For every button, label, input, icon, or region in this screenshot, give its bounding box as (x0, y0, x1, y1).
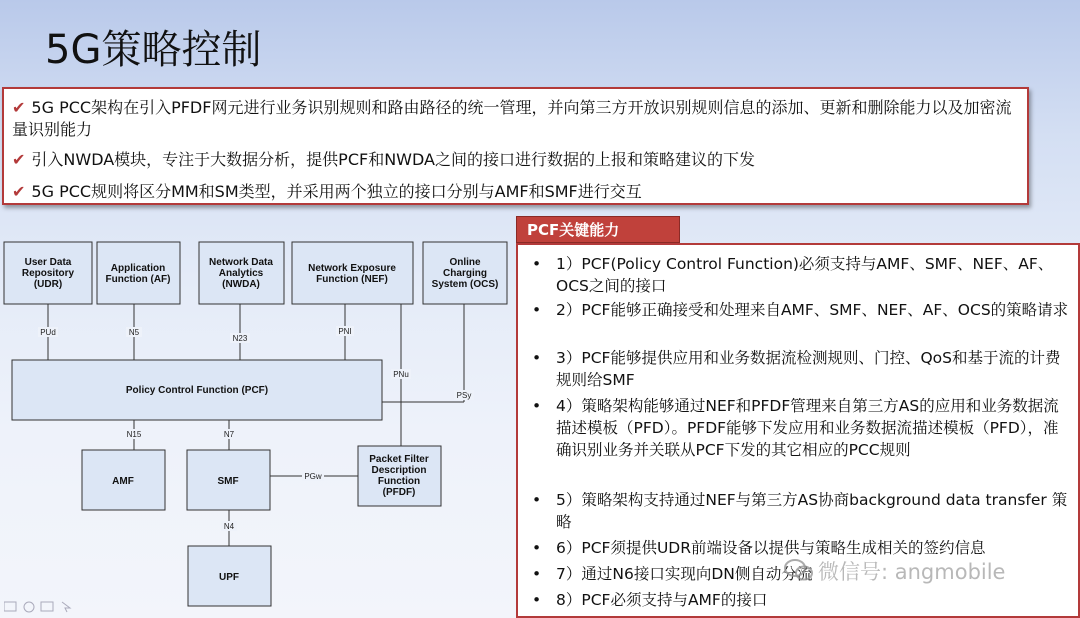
capabilities-tab: PCF关键能力 (516, 216, 680, 243)
slide-nav-icons[interactable] (4, 600, 84, 614)
list-item (532, 347, 1072, 391)
node-label: (UDR) (33, 279, 63, 290)
wechat-icon (784, 558, 814, 582)
interface-label: N5 (128, 328, 140, 337)
bullet-dot: • (532, 539, 542, 557)
list-item-text: 4）策略架构能够通过NEF和PFDF管理来自第三方AS的应用和业务数据流描述模板（PFD）。PFDF能够下发应用和业务数据流描述模板（PFD），准确识别业务并关联从PCF下发的其它相应的PCC规则 (556, 397, 1059, 459)
node-label: Repository (21, 268, 75, 279)
node-label: (NWDA) (222, 279, 260, 290)
bullet-dot: • (532, 591, 542, 609)
node-label: Function (377, 476, 421, 487)
node-label: Function (NEF) (316, 274, 388, 285)
node-label: Online (449, 257, 481, 268)
node-label: Analytics (218, 268, 264, 279)
summary-bullet-text: 引入NWDA模块，专注于大数据分析，提供PCF和NWDA之间的接口进行数据的上报和策略建议的下发 (31, 150, 755, 169)
node-label: Description (371, 465, 427, 476)
list-item (532, 253, 1072, 297)
bullet-dot: • (532, 565, 542, 583)
interface-label: N7 (223, 430, 235, 439)
summary-bullet-text: 5G PCC架构在引入PFDF网元进行业务识别规则和路由路径的统一管理，并向第三方开放识别规则信息的添加、更新和删除能力以及加密流量识别能力 (12, 98, 1012, 139)
list-item-text: 2）PCF能够正确接受和处理来自AMF、SMF、NEF、AF、OCS的策略请求 (556, 301, 1069, 319)
list-item-text: 3）PCF能够提供应用和业务数据流检测规则、门控、QoS和基于流的计费规则给SMF (556, 349, 1061, 389)
check-icon: ✔ (12, 182, 26, 201)
bullet-dot: • (532, 397, 542, 415)
check-icon: ✔ (12, 98, 26, 117)
list-item-text: 8）PCF必须支持与AMF的接口 (556, 591, 768, 609)
node-label: AMF (112, 476, 134, 487)
node-label: Charging (443, 268, 487, 279)
node-label: Policy Control Function (PCF) (125, 385, 269, 396)
node-label: Network Data (209, 257, 273, 268)
check-icon: ✔ (12, 150, 26, 169)
interface-label: N23 (232, 334, 248, 343)
list-item (532, 395, 1072, 461)
pcc-architecture-diagram (0, 230, 515, 618)
interface-label: N15 (126, 430, 142, 439)
list-item (532, 299, 1072, 321)
summary-box (2, 87, 1029, 205)
node-label: Function (AF) (105, 274, 171, 285)
interface-label: PUd (40, 328, 56, 337)
node-label: Packet Filter (369, 454, 429, 465)
bullet-dot: • (532, 255, 542, 273)
watermark-text: 微信号: angmobile (818, 560, 1006, 584)
summary-bullet (12, 149, 755, 171)
node-label: System (OCS) (431, 279, 499, 290)
interface-label: PNu (393, 370, 409, 379)
list-item-text: 7）通过N6接口实现向DN侧自动分流 (556, 565, 813, 583)
list-item (532, 489, 1072, 533)
node-label: Application (110, 263, 166, 274)
summary-bullet (12, 97, 1022, 141)
summary-bullet-text: 5G PCC规则将区分MM和SM类型，并采用两个独立的接口分别与AMF和SMF进行交互 (31, 182, 642, 201)
node-label: UPF (219, 572, 239, 583)
bullet-dot: • (532, 491, 542, 509)
node-label: (PFDF) (382, 487, 416, 498)
bullet-dot: • (532, 301, 542, 319)
list-item-text: 5）策略架构支持通过NEF与第三方AS协商background data transfer 策略 (556, 491, 1068, 531)
page-title: 5G策略控制 (45, 27, 262, 73)
list-item-text: 1）PCF(Policy Control Function)必须支持与AMF、SMF、NEF、AF、OCS之间的接口 (556, 255, 1054, 295)
node-label: Network Exposure (308, 263, 396, 274)
list-item (532, 589, 1072, 611)
node-label: SMF (217, 476, 239, 487)
interface-label: N4 (223, 522, 235, 531)
bullet-dot: • (532, 349, 542, 367)
interface-label: PGw (304, 472, 322, 481)
interface-label: PSy (456, 391, 472, 400)
node-label: User Data (24, 257, 72, 268)
summary-bullet (12, 181, 642, 203)
list-item-text: 6）PCF须提供UDR前端设备以提供与策略生成相关的签约信息 (556, 539, 986, 557)
interface-label: PNI (338, 327, 352, 336)
